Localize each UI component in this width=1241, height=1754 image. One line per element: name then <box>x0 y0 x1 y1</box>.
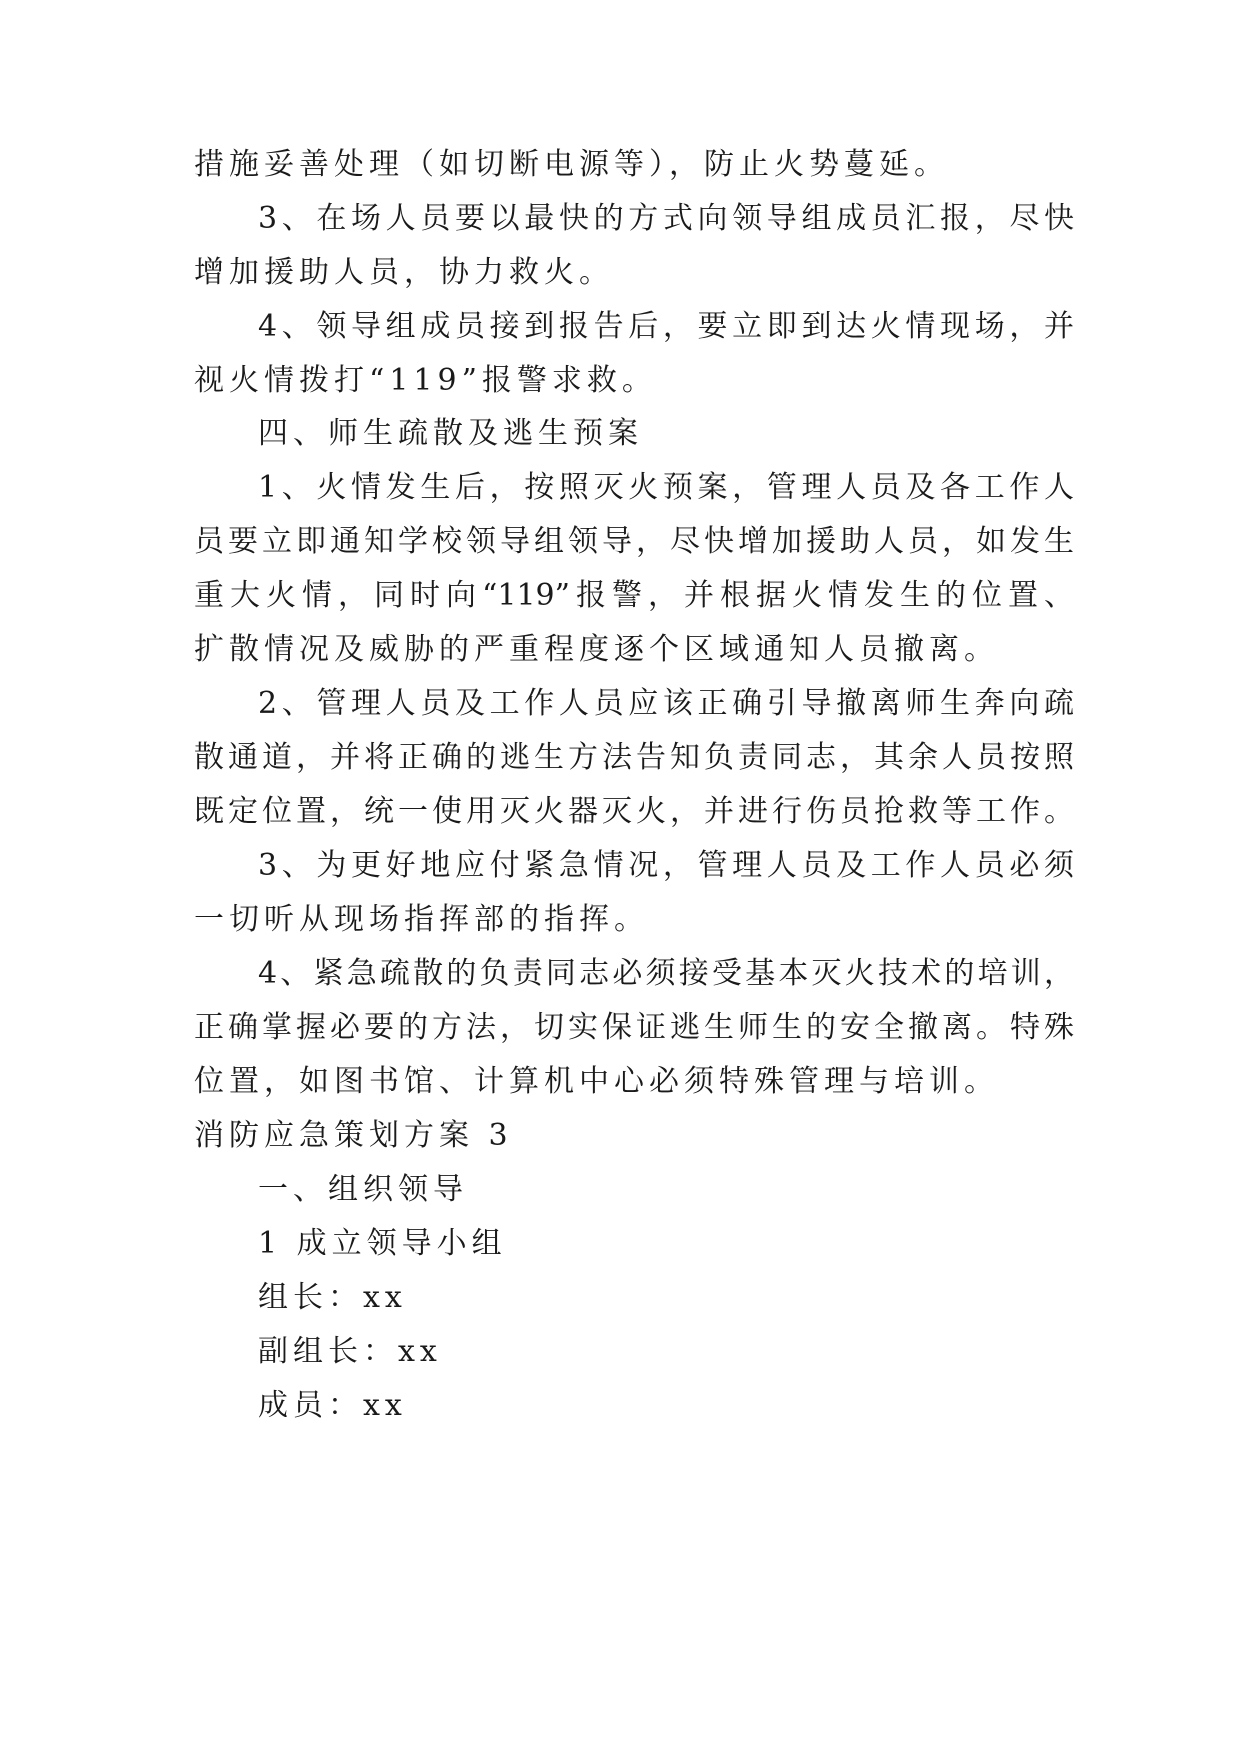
text-line: 重大火情，同时向“119”报警，并根据火情发生的位置、 <box>194 578 1074 613</box>
text-line: 视火情拨打“119”报警求救。 <box>194 363 657 398</box>
text-line: 4、紧急疏散的负责同志必须接受基本灭火技术的培训， <box>258 956 1074 991</box>
section-heading: 四、师生疏散及逃生预案 <box>258 416 643 451</box>
text-line: 既定位置，统一使用灭火器灭火，并进行伤员抢救等工作。 <box>194 794 1074 829</box>
member-line: 组长：xx <box>258 1280 407 1315</box>
text-line: 散通道，并将正确的逃生方法告知负责同志，其余人员按照 <box>194 740 1074 775</box>
text-line: 位置，如图书馆、计算机中心必须特殊管理与培训。 <box>194 1064 999 1099</box>
text-line: 3、为更好地应付紧急情况，管理人员及工作人员必须 <box>258 848 1074 883</box>
text-line: 一切听从现场指挥部的指挥。 <box>194 902 649 937</box>
section-heading: 一、组织领导 <box>258 1172 468 1207</box>
text-line: 增加援助人员，协力救火。 <box>194 255 614 290</box>
text-line: 正确掌握必要的方法，切实保证逃生师生的安全撤离。特殊 <box>194 1010 1074 1045</box>
plan-title: 消防应急策划方案 3 <box>194 1118 513 1153</box>
text-line: 措施妥善处理（如切断电源等），防止火势蔓延。 <box>194 147 949 182</box>
member-line: 成员：xx <box>258 1388 407 1423</box>
text-line: 员要立即通知学校领导组领导，尽快增加援助人员，如发生 <box>194 524 1074 559</box>
text-line: 3、在场人员要以最快的方式向领导组成员汇报，尽快 <box>258 201 1074 236</box>
subsection-heading: 1 成立领导小组 <box>258 1226 507 1261</box>
text-line: 4、领导组成员接到报告后，要立即到达火情现场，并 <box>258 309 1074 344</box>
text-line: 1、火情发生后，按照灭火预案，管理人员及各工作人 <box>258 470 1074 505</box>
text-line: 2、管理人员及工作人员应该正确引导撤离师生奔向疏 <box>258 686 1074 721</box>
member-line: 副组长：xx <box>258 1334 442 1369</box>
text-line: 扩散情况及威胁的严重程度逐个区域通知人员撤离。 <box>194 632 999 667</box>
